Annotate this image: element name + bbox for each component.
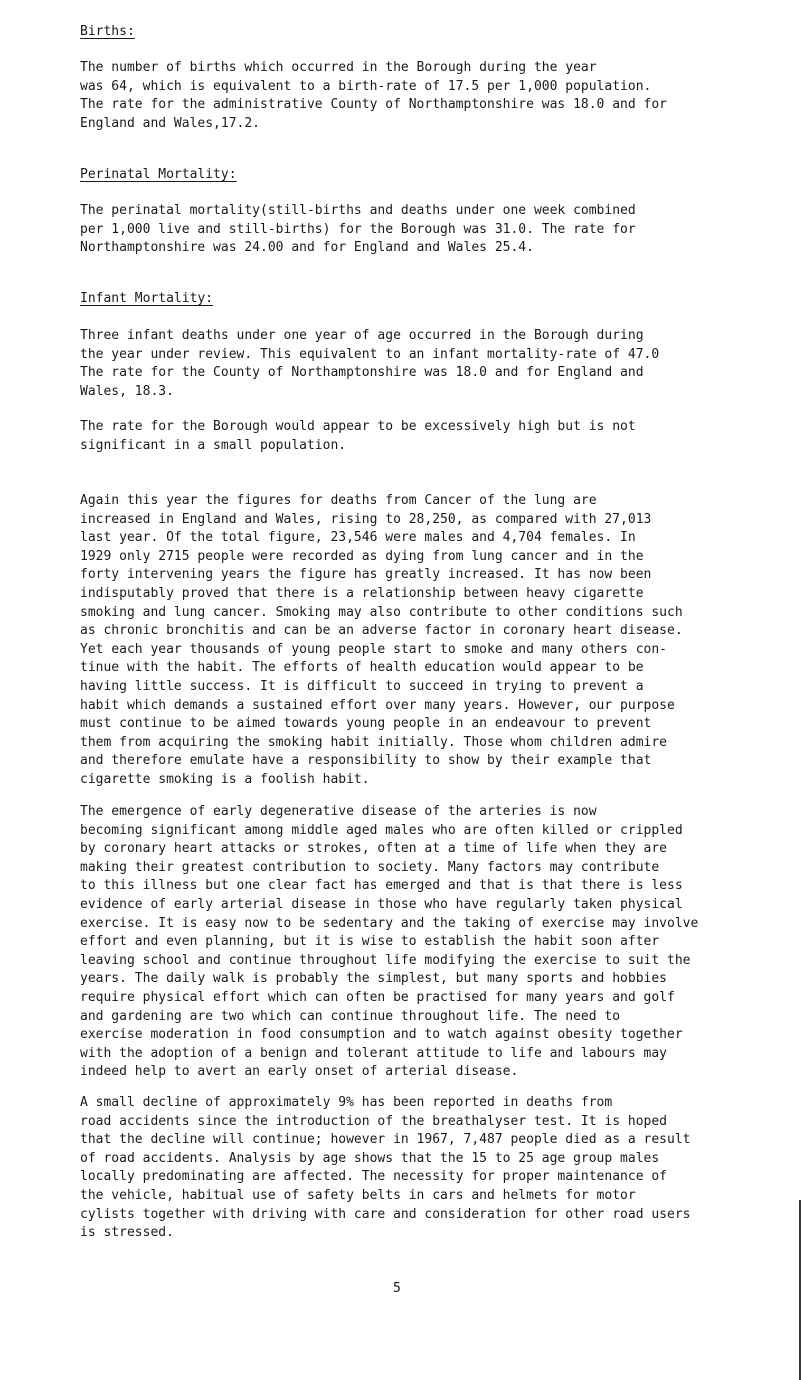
arterial-disease-paragraph: The emergence of early degenerative disease of the arteries is now becoming significant among middle aged males who are often killed or crippled by coronary heart attacks or strokes, often at a time of life when they are making their greatest contribution to society. Many factors may contribute to this illness but one clear fact has emerged and that is that there is less evidence of early arterial disease in those who have regularly taken physical exercise. It is easy now to be sedentary and the taking of exercise may involve effort and even planning, but it is wise to establish the habit soon after leaving school and continue throughout life modifying the exercise to suit the years. The daily walk is probably the simplest, but many sports and hobbies require physical effort which can often be practised for many years and golf and gardening are two which can continue throughout life. The need to exercise moderation in food consumption and to watch against obesity together with the adoption of a benign and tolerant attitude to life and labours may indeed help to avert an early onset of arterial disease. — [80, 804, 699, 1080]
births-heading: Births: — [80, 24, 135, 39]
births-paragraph: The number of births which occurred in the Borough during the year was 64, which is equivalent to a birth-rate of 17.5 per 1,000 population. The rate for the administrative County of Northamptonshire was 18.0 and for England and Wales,17.2. — [80, 60, 667, 131]
perinatal-heading: Perinatal Mortality: — [80, 167, 237, 182]
road-accidents-paragraph: A small decline of approximately 9% has been reported in deaths from road accidents since the introduction of the breathalyser test. It is hoped that the decline will continue; however in 1967, 7,487 people died as a result of road accidents. Analysis by age shows that the 15 to 25 age group males locally predominating are affected. The necessity for proper maintenance of the vehicle, habitual use of safety belts in cars and helmets for motor cylists together with driving with care and consideration for other road users is stressed. — [80, 1095, 691, 1241]
infant-paragraph-2: The rate for the Borough would appear to be excessively high but is not significant in a small population. — [80, 419, 636, 453]
infant-paragraph-1: Three infant deaths under one year of age occurred in the Borough during the year under review. This equivalent to an infant mortality-rate of 47.0 The rate for the County of Northamptonshire was 18.0 and for England and Wales, 18.3. — [80, 328, 660, 399]
perinatal-paragraph: The perinatal mortality(still-births and deaths under one week combined per 1,000 live and still-births) for the Borough was 31.0. The rate for Northamptonshire was 24.00 and for England and Wales 25.4. — [80, 203, 636, 256]
page-number: 5 — [393, 1281, 401, 1296]
lung-cancer-paragraph: Again this year the figures for deaths from Cancer of the lung are increased in England and Wales, rising to 28,250, as compared with 27,013 last year. Of the total figure, 23,546 were males and 4,704 females. In 1929 only 2715 people were recorded as dying from lung cancer and in the forty intervening years the figure has greatly increased. It has now been indisputably proved that there is a relationship between heavy cigarette smoking and lung cancer. Smoking may also contribute to other conditions such as chronic bronchitis and can be an adverse factor in coronary heart disease. Yet each year thousands of young people start to smoke and many others con- tinue with the habit. The efforts of health education would appear to be having little success. It is difficult to succeed in trying to prevent a habit which demands a sustained effort over many years. However, our purpose must continue to be aimed towards young people in an endeavour to prevent them from acquiring the smoking habit initially. Those whom children admire and therefore emulate have a responsibility to show by their example that cigarette smoking is a foolish habit. — [80, 493, 683, 787]
infant-heading: Infant Mortality: — [80, 291, 214, 306]
